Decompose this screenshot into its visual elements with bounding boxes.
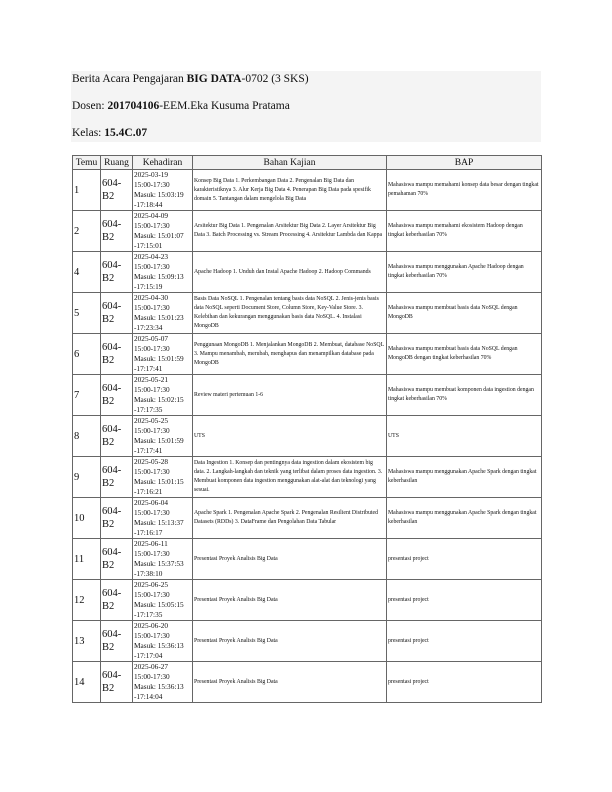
cell-bap: Mahasiswa mampu menggunakan Apache Spark dengan tingkat keberhasilan xyxy=(387,498,542,539)
cell-kehadiran xyxy=(133,580,193,621)
header-temu: Temu xyxy=(73,156,101,170)
attendance-checkin: Masuk: 15:09:13 xyxy=(134,272,184,281)
cell-kehadiran xyxy=(133,662,193,703)
attendance-schedule: 15:00-17:30 xyxy=(134,549,170,558)
attendance-date: 2025-05-25 xyxy=(134,416,169,425)
attendance-schedule: 15:00-17:30 xyxy=(134,508,170,517)
cell-bap: presentasi project xyxy=(387,662,542,703)
attendance-schedule: 15:00-17:30 xyxy=(134,262,170,271)
cell-kehadiran xyxy=(133,334,193,375)
cell-kehadiran xyxy=(133,170,193,211)
cell-temu: 11 xyxy=(73,539,101,580)
attendance-schedule: 15:00-17:30 xyxy=(134,221,170,230)
cell-bahan-kajian: Arsitektur Big Data 1. Pengenalan Arsitektur Big Data 2. Layer Arsitektur Big Data 3. Batch Processing vs. Stream Processing 4. Arsitektur Lambda dan Kappa xyxy=(193,211,387,252)
title-prefix: Berita Acara Pengajaran xyxy=(72,73,187,85)
table-row xyxy=(73,170,542,211)
attendance-schedule: 15:00-17:30 xyxy=(134,672,170,681)
header-bap: BAP xyxy=(387,156,542,170)
cell-bahan-kajian: Review materi pertemuan 1-6 xyxy=(193,375,387,416)
attendance-checkin: Masuk: 15:02:15 xyxy=(134,395,184,404)
table-row xyxy=(73,457,542,498)
cell-temu: 1 xyxy=(73,170,101,211)
cell-ruang: 604-B2 xyxy=(101,539,133,580)
cell-bahan-kajian: Presentasi Proyek Analisis Big Data xyxy=(193,621,387,662)
cell-bap: presentasi project xyxy=(387,580,542,621)
cell-bap: Mahasiswa mampu menggunakan Apache Hadoop dengan tingkat keberhasilan 70% xyxy=(387,252,542,293)
cell-ruang: 604-B2 xyxy=(101,293,133,334)
cell-bahan-kajian: Apache Spark 1. Pengenalan Apache Spark 2. Pengenalan Resilient Distributed Datasets (RDDs) 3. DataFrame dan Pengolahan Data Tabular xyxy=(193,498,387,539)
cell-ruang: 604-B2 xyxy=(101,334,133,375)
cell-bap: presentasi project xyxy=(387,539,542,580)
header-kehadiran: Kehadiran xyxy=(133,156,193,170)
class-line xyxy=(72,127,147,139)
cell-temu: 14 xyxy=(73,662,101,703)
attendance-checkin: Masuk: 15:01:59 xyxy=(134,354,184,363)
attendance-checkout: -17:38:10 xyxy=(134,569,163,578)
cell-ruang: 604-B2 xyxy=(101,621,133,662)
attendance-date: 2025-06-11 xyxy=(134,539,168,548)
header-bahan-kajian: Bahan Kajian xyxy=(193,156,387,170)
cell-bap: Mahasiswa mampu memahami konsep data besar dengan tingkat pemahaman 70% xyxy=(387,170,542,211)
cell-kehadiran xyxy=(133,211,193,252)
attendance-checkin: Masuk: 15:13:37 xyxy=(134,518,184,527)
cell-bahan-kajian: Apache Hadoop 1. Unduh dan Instal Apache Hadoop 2. Hadoop Commands xyxy=(193,252,387,293)
attendance-checkin: Masuk: 15:36:13 xyxy=(134,682,184,691)
table-row xyxy=(73,580,542,621)
attendance-checkout: -17:16:21 xyxy=(134,487,163,496)
attendance-checkin: Masuk: 15:01:23 xyxy=(134,313,184,322)
cell-temu: 8 xyxy=(73,416,101,457)
cell-ruang: 604-B2 xyxy=(101,662,133,703)
attendance-checkin: Masuk: 15:03:19 xyxy=(134,190,184,199)
cell-temu: 2 xyxy=(73,211,101,252)
course-name: BIG DATA xyxy=(186,73,242,85)
attendance-checkin: Masuk: 15:01:59 xyxy=(134,436,184,445)
header-ruang: Ruang xyxy=(101,156,133,170)
attendance-checkin: Masuk: 15:01:15 xyxy=(134,477,184,486)
attendance-date: 2025-04-30 xyxy=(134,293,169,302)
attendance-schedule: 15:00-17:30 xyxy=(134,385,170,394)
table-row xyxy=(73,416,542,457)
cell-ruang: 604-B2 xyxy=(101,580,133,621)
cell-temu: 6 xyxy=(73,334,101,375)
cell-kehadiran xyxy=(133,457,193,498)
attendance-date: 2025-04-23 xyxy=(134,252,169,261)
attendance-checkin: Masuk: 15:01:07 xyxy=(134,231,184,240)
cell-ruang: 604-B2 xyxy=(101,457,133,498)
table-row xyxy=(73,621,542,662)
cell-temu: 10 xyxy=(73,498,101,539)
attendance-checkout: -17:15:01 xyxy=(134,241,163,250)
cell-temu: 5 xyxy=(73,293,101,334)
lecturer-name: -EEM.Eka Kusuma Pratama xyxy=(159,100,290,112)
attendance-checkin: Masuk: 15:36:13 xyxy=(134,641,184,650)
attendance-checkout: -17:18:44 xyxy=(134,200,163,209)
cell-bahan-kajian: Data Ingestion 1. Konsep dan pentingnya data ingestion dalam ekosistem big data. 2. Langkah-langkah dan teknik yang terlibat dalam proses data ingestion. 3. Membuat komponen data ingestion menggunakan alat-alat dan teknologi yang sesuai. xyxy=(193,457,387,498)
table-row xyxy=(73,498,542,539)
attendance-date: 2025-03-19 xyxy=(134,170,169,179)
attendance-checkout: -17:15:19 xyxy=(134,282,163,291)
cell-temu: 4 xyxy=(73,252,101,293)
cell-kehadiran xyxy=(133,293,193,334)
attendance-date: 2025-05-28 xyxy=(134,457,169,466)
lecturer-id: 201704106 xyxy=(107,100,160,112)
cell-ruang: 604-B2 xyxy=(101,498,133,539)
cell-bahan-kajian: Presentasi Proyek Analisis Big Data xyxy=(193,662,387,703)
cell-bahan-kajian: UTS xyxy=(193,416,387,457)
table-row xyxy=(73,662,542,703)
cell-bap: Mahasiswa mampu menggunakan Apache Spark dengan tingkat keberhasilan xyxy=(387,457,542,498)
attendance-date: 2025-06-27 xyxy=(134,662,169,671)
table-row xyxy=(73,375,542,416)
attendance-schedule: 15:00-17:30 xyxy=(134,344,170,353)
cell-bahan-kajian: Presentasi Proyek Analisis Big Data xyxy=(193,580,387,621)
table-row xyxy=(73,252,542,293)
attendance-checkout: -17:23:34 xyxy=(134,323,163,332)
attendance-checkout: -17:17:04 xyxy=(134,651,163,660)
class-label: Kelas: xyxy=(72,127,105,139)
class-value: 15.4C.07 xyxy=(104,127,148,139)
cell-ruang: 604-B2 xyxy=(101,416,133,457)
attendance-checkout: -17:17:41 xyxy=(134,446,163,455)
teaching-record-table xyxy=(72,155,542,703)
attendance-date: 2025-05-21 xyxy=(134,375,169,384)
table-row xyxy=(73,211,542,252)
cell-temu: 12 xyxy=(73,580,101,621)
cell-temu: 7 xyxy=(73,375,101,416)
cell-bahan-kajian: Presentasi Proyek Analisis Big Data xyxy=(193,539,387,580)
cell-bap: UTS xyxy=(387,416,542,457)
cell-bap: Mahasiswa mampu membuat basis data NoSQL dengan MongoDB dengan tingkat keberhasilan 70% xyxy=(387,334,542,375)
attendance-schedule: 15:00-17:30 xyxy=(134,590,170,599)
attendance-checkout: -17:17:35 xyxy=(134,405,163,414)
attendance-checkout: -17:16:17 xyxy=(134,528,163,537)
cell-kehadiran xyxy=(133,252,193,293)
cell-kehadiran xyxy=(133,539,193,580)
cell-kehadiran xyxy=(133,498,193,539)
attendance-checkout: -17:14:04 xyxy=(134,692,163,701)
cell-kehadiran xyxy=(133,416,193,457)
table-header-row xyxy=(73,156,542,170)
attendance-schedule: 15:00-17:30 xyxy=(134,426,170,435)
attendance-date: 2025-06-04 xyxy=(134,498,169,507)
attendance-schedule: 15:00-17:30 xyxy=(134,180,170,189)
attendance-checkin: Masuk: 15:05:15 xyxy=(134,600,184,609)
cell-bap: Mahasiswa mampu membuat komponen data ingestion dengan tingkat keberhasilan 70% xyxy=(387,375,542,416)
table-row xyxy=(73,334,542,375)
cell-bahan-kajian: Konsep Big Data 1. Perkembangan Data 2. Pengenalan Big Data dan karakteristiknya 3. Alur Kerja Big Data 4. Penerapan Big Data pada spesifik domain 5. Tantangan dalam mengelola Big Data xyxy=(193,170,387,211)
course-code: -0702 (3 SKS) xyxy=(241,73,309,85)
attendance-date: 2025-06-20 xyxy=(134,621,169,630)
document-title xyxy=(72,73,309,85)
attendance-checkout: -17:17:41 xyxy=(134,364,163,373)
cell-temu: 9 xyxy=(73,457,101,498)
table-row xyxy=(73,293,542,334)
lecturer-line xyxy=(72,100,290,112)
attendance-date: 2025-05-07 xyxy=(134,334,169,343)
cell-temu: 13 xyxy=(73,621,101,662)
cell-kehadiran xyxy=(133,375,193,416)
cell-bahan-kajian: Basis Data NoSQL 1. Pengenalan tentang basis data NoSQL 2. Jenis-jenis basis data NoSQL seperti Document Store, Column Store, Key-Value Store. 3. Kelebihan dan kekurangan menggunakan basis data NoSQL. 4. Instalasi MongoDB xyxy=(193,293,387,334)
cell-bahan-kajian: Penggunaan MongoDB 1. Menjalankan MongoDB 2. Membuat, database NoSQL 3. Mampu menambah, merubah, menghapus dan menampilkan database pada MongoDB xyxy=(193,334,387,375)
cell-bap: Mahasiswa mampu memahami ekosistem Hadoop dengan tingkat keberhasilan 70% xyxy=(387,211,542,252)
attendance-schedule: 15:00-17:30 xyxy=(134,467,170,476)
attendance-checkin: Masuk: 15:37:53 xyxy=(134,559,184,568)
attendance-checkout: -17:17:35 xyxy=(134,610,163,619)
cell-bap: Mahasiswa mampu membuat basis data NoSQL dengan MongoDB xyxy=(387,293,542,334)
cell-ruang: 604-B2 xyxy=(101,170,133,211)
table-row xyxy=(73,539,542,580)
attendance-date: 2025-04-09 xyxy=(134,211,169,220)
attendance-date: 2025-06-25 xyxy=(134,580,169,589)
cell-ruang: 604-B2 xyxy=(101,211,133,252)
cell-bap: presentasi project xyxy=(387,621,542,662)
lecturer-label: Dosen: xyxy=(72,100,108,112)
attendance-schedule: 15:00-17:30 xyxy=(134,631,170,640)
cell-ruang: 604-B2 xyxy=(101,375,133,416)
cell-ruang: 604-B2 xyxy=(101,252,133,293)
attendance-schedule: 15:00-17:30 xyxy=(134,303,170,312)
cell-kehadiran xyxy=(133,621,193,662)
